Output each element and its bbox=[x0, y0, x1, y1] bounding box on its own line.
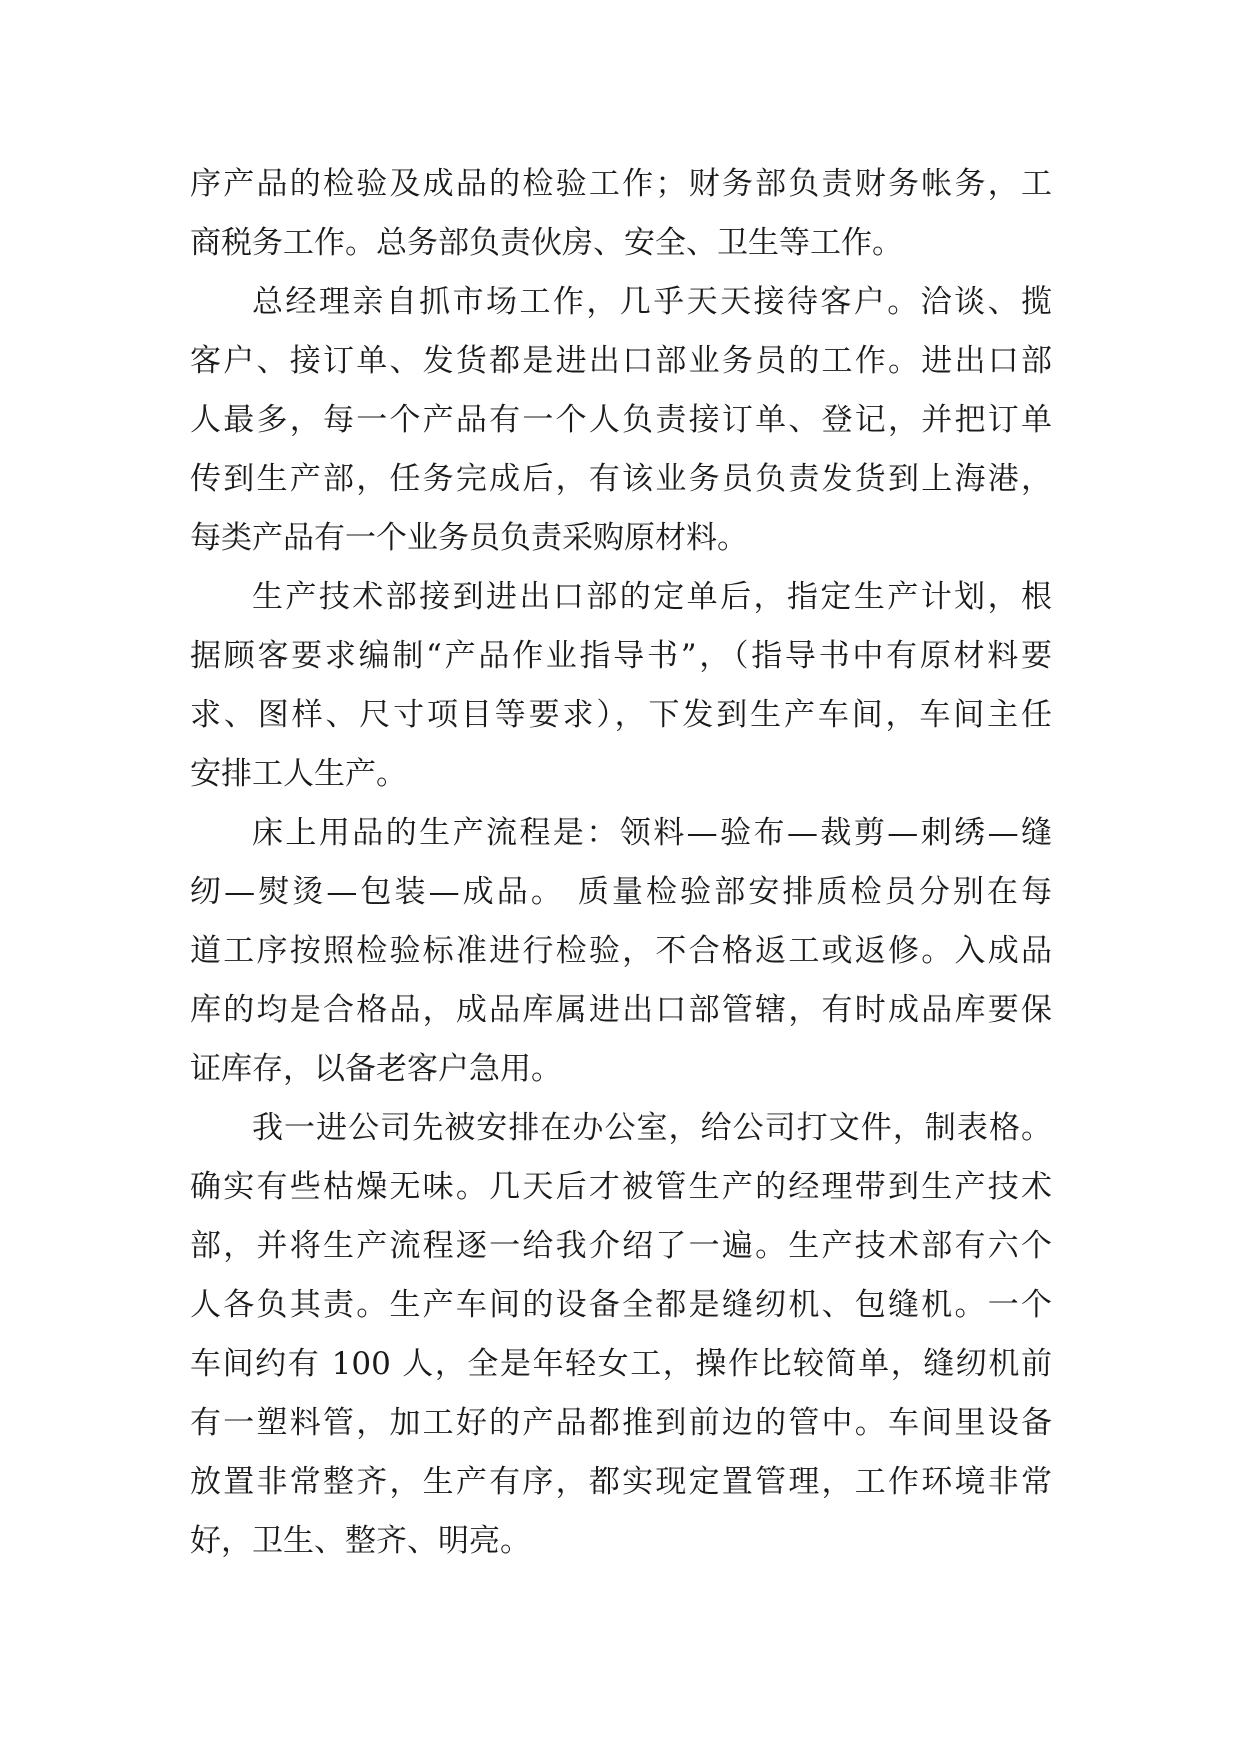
text-line: 传到生产部，任务完成后，有该业务员负责发货到上海港， bbox=[190, 461, 1052, 497]
text-line: 证库存，以备老客户急用。 bbox=[190, 1051, 562, 1087]
text-line: 据顾客要求编制“产品作业指导书”，（指导书中有原材料要 bbox=[190, 638, 1052, 674]
text-line: 道工序按照检验标准进行检验，不合格返工或返修。入成品 bbox=[190, 933, 1052, 969]
text-line: 人最多，每一个产品有一个人负责接订单、登记，并把订单 bbox=[190, 402, 1052, 438]
text-line: 人各负其责。生产车间的设备全都是缝纫机、包缝机。一个 bbox=[190, 1287, 1052, 1323]
text-line: 车间约有 100 人，全是年轻女工，操作比较简单，缝纫机前 bbox=[190, 1346, 1052, 1382]
text-line: 序产品的检验及成品的检验工作；财务部负责财务帐务，工 bbox=[190, 166, 1052, 202]
text-line: 商税务工作。总务部负责伙房、安全、卫生等工作。 bbox=[190, 225, 903, 261]
paragraph-1 bbox=[190, 155, 1052, 273]
paragraph-3 bbox=[190, 568, 1052, 804]
text-line: 确实有些枯燥无味。几天后才被管生产的经理带到生产技术 bbox=[190, 1169, 1052, 1205]
document-body bbox=[190, 155, 1052, 1571]
text-line: 生产技术部接到进出口部的定单后，指定生产计划，根 bbox=[252, 579, 1052, 615]
text-line: 安排工人生产。 bbox=[190, 756, 407, 792]
text-line: 部，并将生产流程逐一给我介绍了一遍。生产技术部有六个 bbox=[190, 1228, 1052, 1264]
text-line: 我一进公司先被安排在办公室，给公司打文件，制表格。 bbox=[252, 1110, 1052, 1146]
text-line: 好，卫生、整齐、明亮。 bbox=[190, 1523, 531, 1559]
paragraph-2 bbox=[190, 273, 1052, 568]
text-line: 有一塑料管，加工好的产品都推到前边的管中。车间里设备 bbox=[190, 1405, 1052, 1441]
text-line: 求、图样、尺寸项目等要求），下发到生产车间，车间主任 bbox=[190, 697, 1052, 733]
text-line: 每类产品有一个业务员负责采购原材料。 bbox=[190, 520, 748, 556]
text-line: 客户、接订单、发货都是进出口部业务员的工作。进出口部 bbox=[190, 343, 1052, 379]
text-line: 放置非常整齐，生产有序，都实现定置管理，工作环境非常 bbox=[190, 1464, 1052, 1500]
text-line: 纫—熨烫—包装—成品。 质量检验部安排质检员分别在每 bbox=[190, 874, 1052, 910]
paragraph-5 bbox=[190, 1099, 1052, 1571]
text-line: 库的均是合格品，成品库属进出口部管辖，有时成品库要保 bbox=[190, 992, 1052, 1028]
text-line: 总经理亲自抓市场工作，几乎天天接待客户。洽谈、揽 bbox=[252, 284, 1052, 320]
paragraph-4 bbox=[190, 804, 1052, 1099]
text-line: 床上用品的生产流程是：领料—验布—裁剪—刺绣—缝 bbox=[252, 815, 1052, 851]
